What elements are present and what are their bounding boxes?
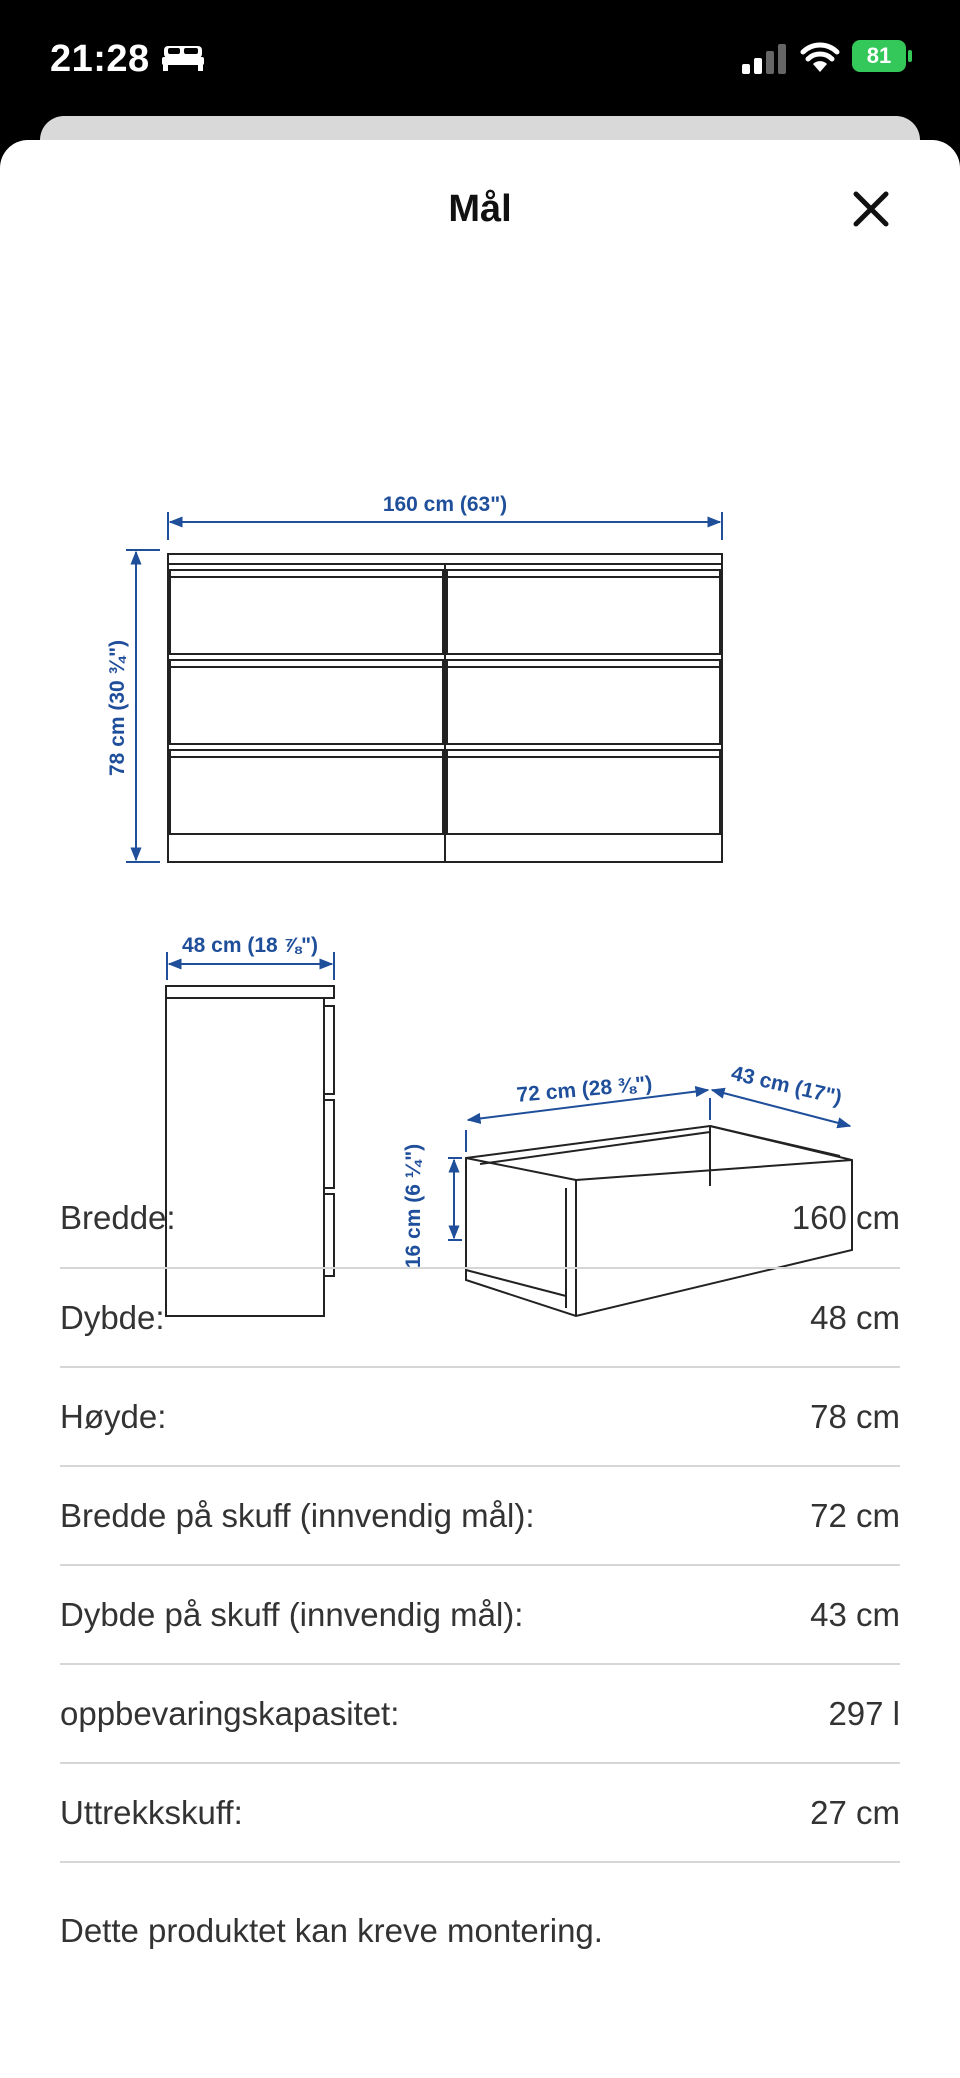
- side-depth-dimension: [167, 934, 334, 980]
- spec-label: Bredde:: [60, 1198, 176, 1236]
- close-button[interactable]: [846, 184, 896, 234]
- front-height-label: 78 cm (30 ¾"): [106, 639, 129, 777]
- drawer-depth-dimension: [712, 1062, 850, 1126]
- spec-value: 78 cm: [810, 1397, 900, 1435]
- spec-row-drawer-depth: [60, 1566, 900, 1665]
- spec-row-width: [60, 1168, 900, 1269]
- dimensions-sheet: [0, 140, 960, 2078]
- spec-label: oppbevaringskapasitet:: [60, 1694, 400, 1732]
- spec-row-drawer-extension: [60, 1764, 900, 1863]
- front-height-dimension: [106, 550, 160, 862]
- drawer-depth-label: 43 cm (17"): [728, 1061, 844, 1110]
- front-width-dimension: [168, 493, 722, 540]
- spec-value: 27 cm: [810, 1793, 900, 1831]
- spec-value: 297 l: [828, 1694, 900, 1732]
- spec-row-drawer-width: [60, 1467, 900, 1566]
- spec-value: 72 cm: [810, 1496, 900, 1534]
- spec-row-depth: [60, 1269, 900, 1368]
- battery-level: 81: [866, 43, 892, 68]
- assembly-note: Dette produktet kan kreve montering.: [60, 1912, 603, 1949]
- side-depth-label: 48 cm (18 ⅞"): [181, 934, 319, 957]
- spec-label: Bredde på skuff (innvendig mål):: [60, 1496, 535, 1534]
- spec-label: Dybde:: [60, 1298, 165, 1336]
- signal-icon: [742, 44, 786, 74]
- spec-value: 48 cm: [810, 1298, 900, 1336]
- front-width-label: 160 cm (63"): [382, 493, 508, 516]
- front-view: [168, 554, 722, 862]
- spec-label: Høyde:: [60, 1397, 167, 1435]
- close-icon: [846, 184, 896, 234]
- status-bar: [0, 0, 960, 120]
- sheet-title: Mål: [448, 188, 512, 230]
- spec-value: 43 cm: [810, 1595, 900, 1633]
- spec-row-height: [60, 1368, 900, 1467]
- spec-row-storage-capacity: [60, 1665, 900, 1764]
- drawer-width-label: 72 cm (28 ⅜"): [515, 1072, 654, 1107]
- drawer-height-label: 16 cm (6 ¼"): [402, 1143, 425, 1269]
- spec-label: Uttrekkskuff:: [60, 1793, 243, 1831]
- bed-icon: [162, 44, 204, 72]
- wifi-icon: [800, 42, 840, 74]
- status-time: 21:28: [50, 38, 150, 80]
- spec-label: Dybde på skuff (innvendig mål):: [60, 1595, 524, 1633]
- spec-value: 160 cm: [791, 1198, 900, 1236]
- battery-charging-icon: [852, 40, 914, 72]
- drawer-width-dimension: [466, 1072, 710, 1152]
- dimension-spec-list: [60, 1168, 900, 1863]
